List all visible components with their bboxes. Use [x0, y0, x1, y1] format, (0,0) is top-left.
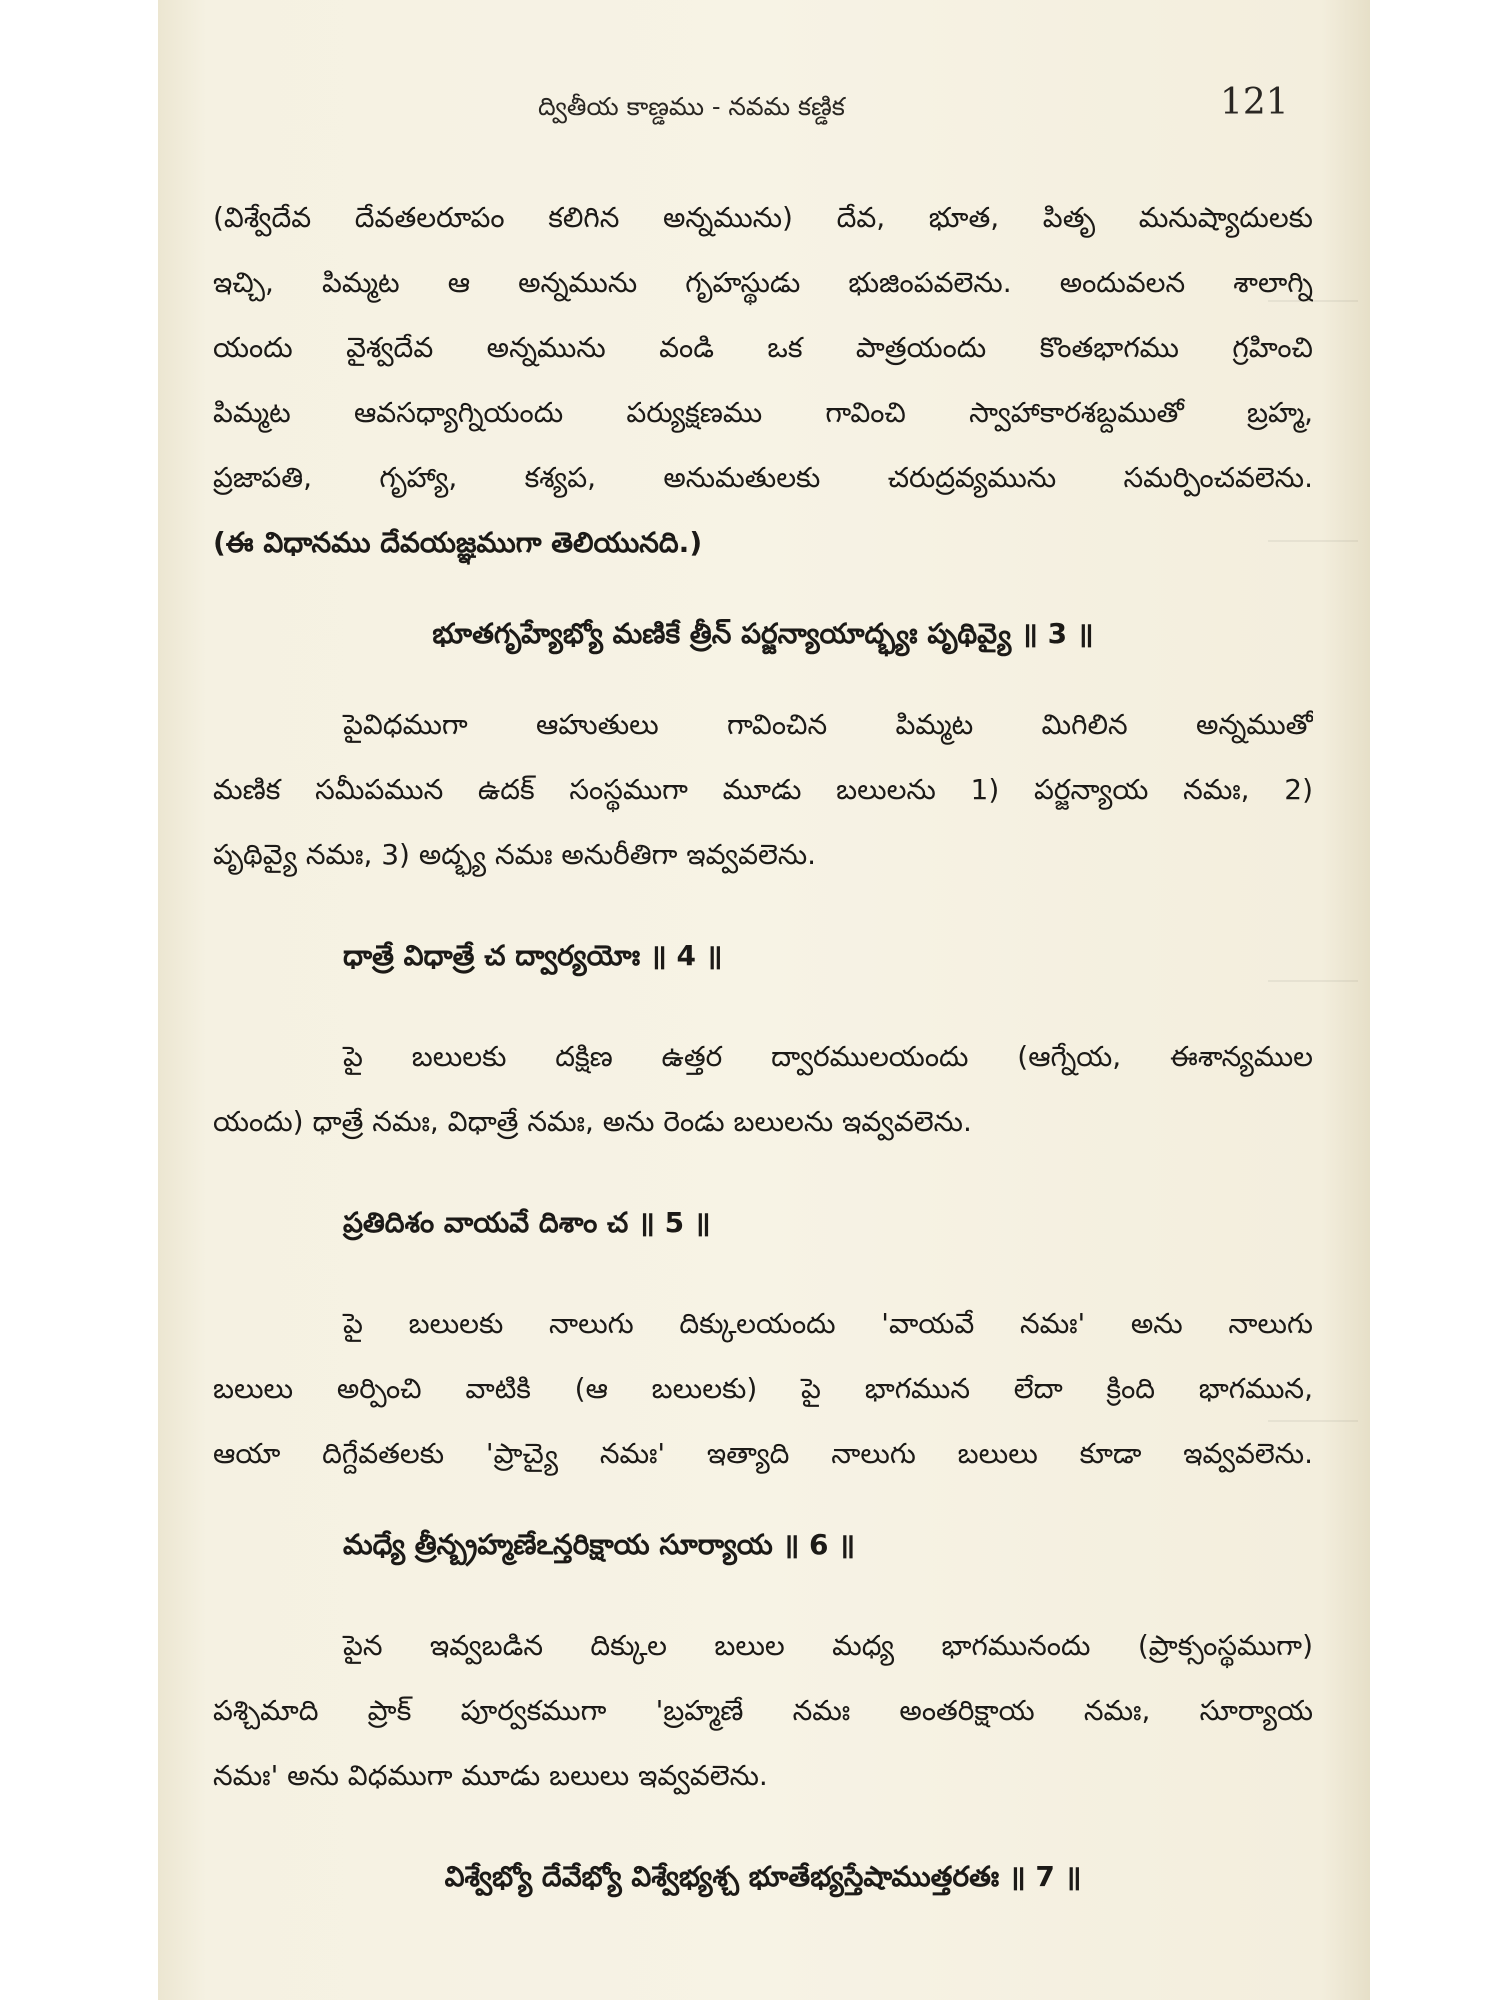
- sutra-4: ధాత్రే విధాత్రే చ ద్వార్యయోః ॥ 4 ॥: [343, 939, 723, 972]
- sutra-5: ప్రతిదిశం వాయవే దిశాం చ ॥ 5 ॥: [343, 1206, 711, 1239]
- text-line: ప్రజాపతి, గృహ్యా, కశ్యప, అనుమతులకు చరుద్రవ్యమును సమర్పించవలెను.: [213, 461, 1313, 494]
- text-line: మణిక సమీపమున ఉదక్ సంస్థముగా మూడు బలులను 1) పర్జన్యాయ నమః, 2): [213, 773, 1313, 806]
- show-through-mark: [1268, 300, 1358, 302]
- show-through-mark: [1268, 540, 1358, 542]
- text-line: పై బలులకు నాలుగు దిక్కులయందు 'వాయవే నమః' అను నాలుగు: [343, 1307, 1313, 1340]
- running-title: ద్వితీయ కాణ్డము - నవమ కణ్డిక: [538, 92, 845, 121]
- show-through-mark: [1268, 1420, 1358, 1422]
- text-line: పృథివ్యై నమః, 3) అద్భ్య నమః అనురీతిగా ఇవ్వవలెను.: [213, 838, 817, 871]
- show-through-mark: [1268, 980, 1358, 982]
- paragraph-6: [213, 1613, 1313, 1808]
- text-line: పై బలులకు దక్షిణ ఉత్తర ద్వారములయందు (ఆగ్నేయ, ఈశాన్యముల: [343, 1040, 1313, 1073]
- paragraph-5: [213, 1291, 1313, 1486]
- text-line: పశ్చిమాది ప్రాక్ పూర్వకముగా 'బ్రహ్మణే నమః అంతరిక్షాయ నమః, సూర్యాయ: [213, 1694, 1313, 1727]
- paragraph-4: [213, 1024, 1313, 1154]
- book-page: [158, 0, 1370, 2000]
- text-line: బలులు అర్పించి వాటికి (ఆ బలులకు) పై భాగమున లేదా క్రింది భాగమున,: [213, 1372, 1313, 1405]
- text-line: యందు) ధాత్రే నమః, విధాత్రే నమః, అను రెండు బలులను ఇవ్వవలెను.: [213, 1105, 972, 1138]
- page-header: [158, 78, 1370, 138]
- text-line: ఆయా దిగ్దేవతలకు 'ప్రాచ్యై నమః' ఇత్యాది నాలుగు బలులు కూడా ఇవ్వవలెను.: [213, 1437, 1313, 1470]
- sutra-7: విశ్వేభ్యో దేవేభ్యో విశ్వేభ్యశ్చ భూతేభ్యస్తేషాముత్తరతః ॥ 7 ॥: [444, 1860, 1082, 1893]
- text-line: పిమ్మట ఆవసధ్యాగ్నియందు పర్యుక్షణము గావించి స్వాహాకారశబ్దముతో బ్రహ్మ,: [213, 396, 1313, 429]
- text-line: పైన ఇవ్వబడిన దిక్కుల బలుల మధ్య భాగమునందు (ప్రాక్సంస్థముగా): [343, 1629, 1313, 1662]
- text-line: నమః' అను విధముగా మూడు బలులు ఇవ్వవలెను.: [213, 1759, 768, 1792]
- text-line: ఇచ్చి, పిమ్మట ఆ అన్నమును గృహస్థుడు భుజింపవలెను. అందువలన శాలాగ్ని: [213, 266, 1313, 299]
- sutra-6: మధ్యే త్రీన్బ్రహ్మణేఽన్తరిక్షాయ సూర్యాయ ॥ 6 ॥: [343, 1528, 856, 1561]
- paragraph-1: [213, 185, 1313, 575]
- text-line: యందు వైశ్వదేవ అన్నమును వండి ఒక పాత్రయందు కొంతభాగము గ్రహించి: [213, 331, 1313, 364]
- text-line: పైవిధముగా ఆహుతులు గావించిన పిమ్మట మిగిలిన అన్నముతో: [343, 708, 1313, 741]
- page-body: [213, 185, 1313, 1909]
- paragraph-note: (ఈ విధానము దేవయజ్ఞముగా తెలియునది.): [213, 526, 703, 559]
- text-line: (విశ్వేదేవ దేవతలరూపం కలిగిన అన్నమును) దేవ, భూత, పితృ మనుష్యాదులకు: [213, 201, 1313, 234]
- page-number: 121: [1220, 82, 1289, 123]
- paragraph-3: [213, 692, 1313, 887]
- sutra-3: భూతగృహ్యేభ్యో మణికే త్రీన్ పర్జన్యాయాద్భ్యః పృథివ్యై ॥ 3 ॥: [432, 617, 1094, 650]
